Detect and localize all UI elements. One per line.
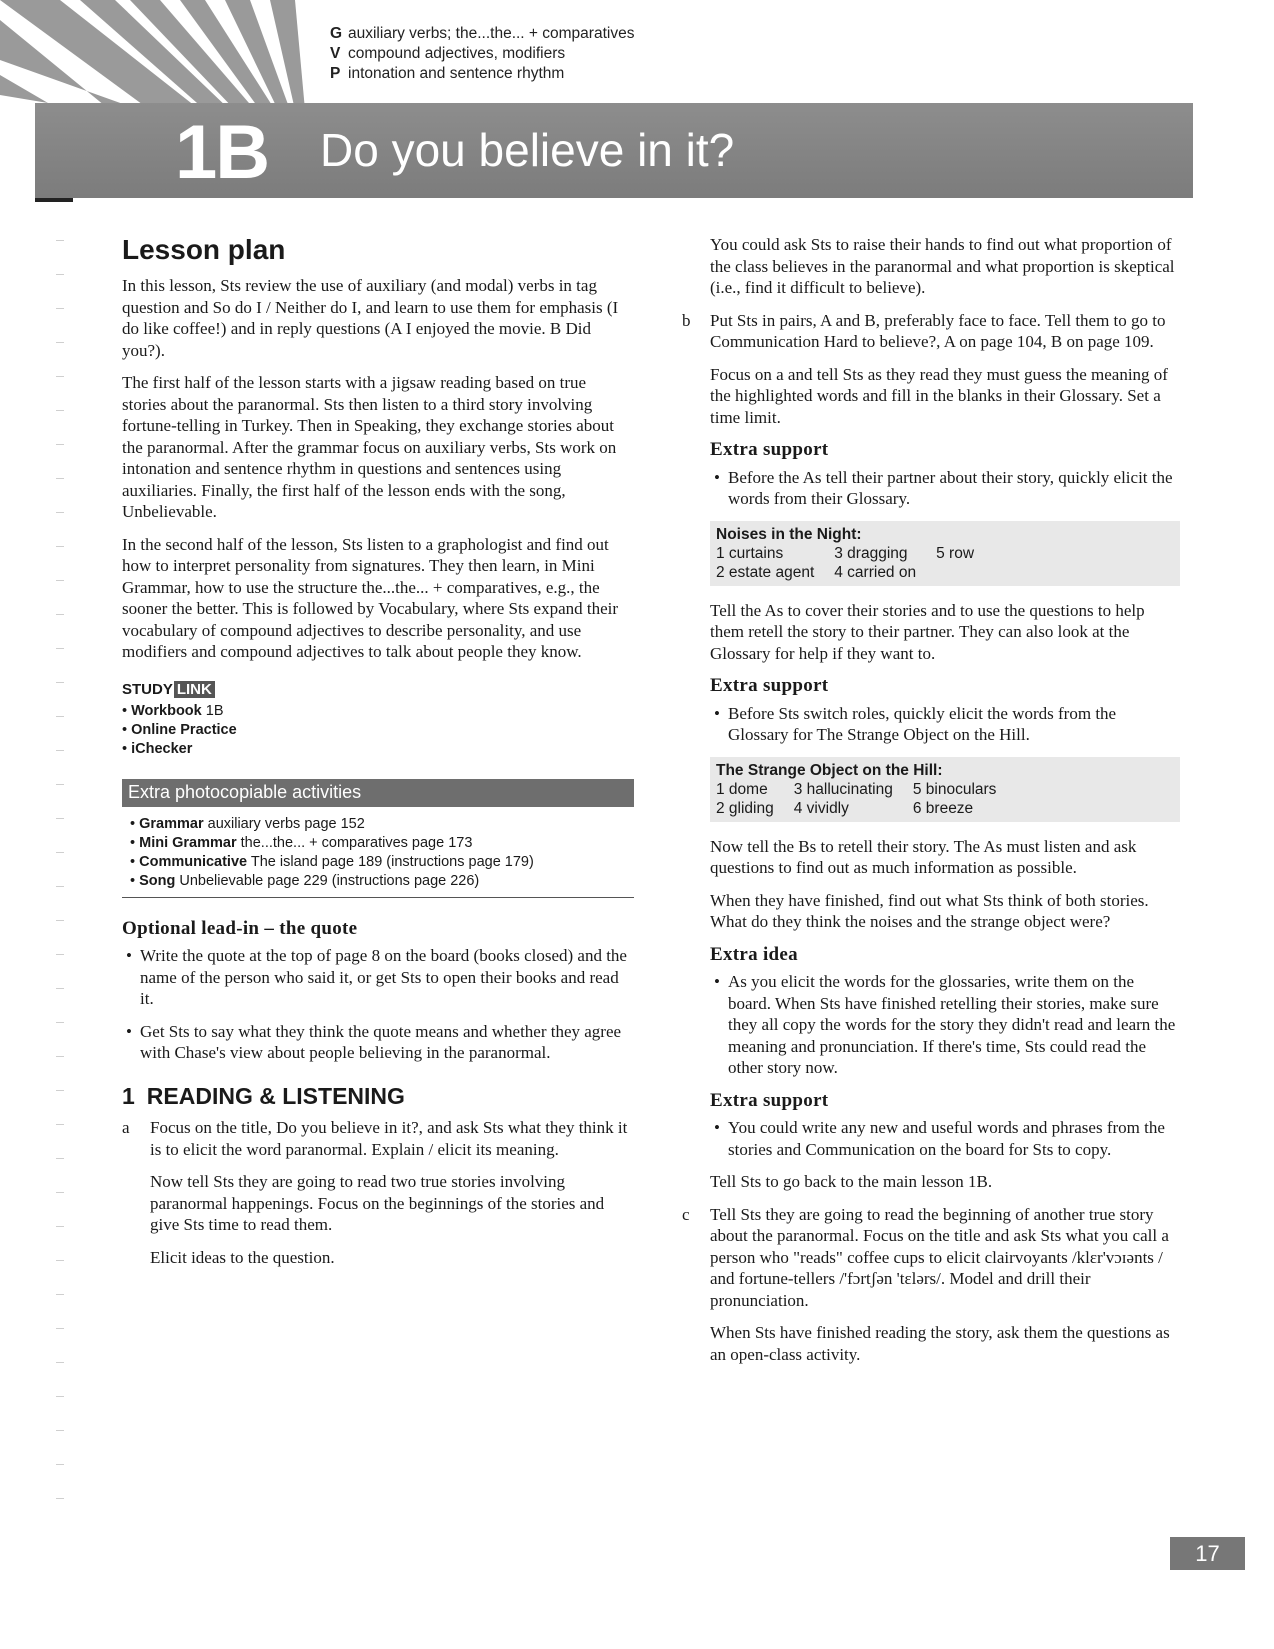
step-label: a bbox=[122, 1118, 130, 1137]
link-badge: LINK bbox=[174, 681, 215, 698]
right-column bbox=[682, 234, 1180, 1376]
extra-support-list bbox=[710, 1117, 1180, 1160]
step-a-paragraph-3: Elicit ideas to the question. bbox=[150, 1247, 335, 1267]
right-paragraph-go-back: Tell Sts to go back to the main lesson 1B. bbox=[710, 1172, 993, 1191]
glossary-box-strange-object bbox=[710, 757, 1180, 822]
lead-in-list bbox=[122, 945, 634, 1064]
right-paragraph-1: You could ask Sts to raise their hands to find out what proportion of the class believes in the paranormal and what proportion is skeptical (i.e., find it difficult to believe). bbox=[710, 235, 1175, 297]
intro-paragraph-3: In the second half of the lesson, Sts listen to a graphologist and find out how to interpret personality from signatures. They then learn, in Mini Grammar, how to use the structure the...the... + comparatives, e.g., the sooner the better. This is followed by Vocabulary, where Sts expand their vocabulary of compound adjectives to describe personality, and use modifiers and compound adjectives to talk about people they know. bbox=[122, 534, 619, 661]
right-paragraph-bs-retell: Now tell the Bs to retell their story. The As must listen and ask questions to find out as much information as possible. bbox=[710, 836, 1137, 877]
list-item: • As you elicit the words for the glossaries, write them on the board. When Sts have finished retelling their stories, make sure they all copy the words for the story they didn't read and learn the meaning and pronunciation. If there's time, Sts could read the other story now. bbox=[710, 971, 1180, 1079]
goal-vocabulary: V compound adjectives, modifiers bbox=[330, 45, 566, 62]
lesson-code: 1B bbox=[175, 110, 269, 195]
divider-mark bbox=[35, 198, 73, 202]
extra-support-heading: Extra support bbox=[710, 439, 829, 460]
step-c bbox=[682, 1204, 1180, 1366]
intro-paragraph-1: In this lesson, Sts review the use of auxiliary (and modal) verbs in tag question and So do I / Neither do I, and learn to use them for emphasis (I do like coffee!) and in reply questions (A I enjoyed the movie. B Did you?). bbox=[122, 276, 619, 360]
list-item: • Grammar auxiliary verbs page 152 bbox=[130, 815, 634, 834]
extra-idea-list bbox=[710, 971, 1180, 1079]
title-banner bbox=[35, 103, 1193, 198]
glossary-table: 1 dome 3 hallucinating 5 binoculars 2 gliding 4 vividly 6 breeze bbox=[716, 780, 997, 817]
list-item: • Communicative The island page 189 (instructions page 179) bbox=[130, 853, 634, 872]
glossary-box-noises bbox=[710, 521, 1180, 586]
glossary-title: Noises in the Night: bbox=[716, 525, 862, 543]
list-item: • Workbook 1B bbox=[122, 702, 634, 721]
extra-support-heading: Extra support bbox=[710, 675, 829, 696]
step-a-paragraph-2: Now tell Sts they are going to read two true stories involving paranormal happenings. Focus on the beginnings of the stories and give Sts time to read them. bbox=[150, 1172, 605, 1234]
goal-grammar: G auxiliary verbs; the...the... + comparatives bbox=[330, 25, 635, 42]
lesson-title: Do you believe in it? bbox=[320, 124, 735, 176]
list-item: • Mini Grammar the...the... + comparatives page 173 bbox=[130, 834, 634, 853]
lesson-plan-heading: Lesson plan bbox=[122, 234, 286, 265]
step-b bbox=[682, 310, 1180, 429]
margin-tick-marks bbox=[56, 240, 66, 1532]
lead-in-heading: Optional lead-in – the quote bbox=[122, 917, 358, 939]
extra-activities-list bbox=[122, 815, 634, 898]
step-label: c bbox=[682, 1204, 690, 1224]
list-item: • Song Unbelievable page 229 (instructions page 226) bbox=[130, 872, 634, 891]
step-b-paragraph-2: Focus on a and tell Sts as they read they must guess the meaning of the highlighted words and fill in the blanks in their Glossary. Set a time limit. bbox=[710, 364, 1168, 427]
step-c-paragraph-2: When Sts have finished reading the story, ask them the questions as an open-class activity. bbox=[710, 1323, 1170, 1364]
list-item: • Get Sts to say what they think the quote means and whether they agree with Chase's view about people believing in the paranormal. bbox=[122, 1021, 634, 1064]
extra-support-list bbox=[710, 467, 1180, 510]
extra-support-list bbox=[710, 703, 1180, 746]
list-item: • You could write any new and useful words and phrases from the stories and Communication on the board for Sts to copy. bbox=[710, 1117, 1180, 1160]
list-item: • Online Practice bbox=[122, 721, 634, 740]
step-label: b bbox=[682, 310, 691, 330]
step-c-text: Tell Sts they are going to read the beginning of another true story about the paranormal. Focus on the title and ask Sts what you call a person who "reads" coffee cups to elicit clairvoyants /klɛr'vɔɪənts / and fortune-tellers /'fɔrtʃən 'tɛlərs/. Model and drill their pronunciation. bbox=[710, 1204, 1169, 1310]
step-b-text: Put Sts in pairs, A and B, preferably face to face. Tell them to go to Communication Hard to believe?, A on page 104, B on page 109. bbox=[710, 310, 1166, 351]
extra-idea-heading: Extra idea bbox=[710, 943, 798, 965]
list-item: • Before the As tell their partner about their story, quickly elicit the words from their Glossary. bbox=[710, 467, 1180, 510]
study-link-heading: STUDY LINK bbox=[122, 679, 634, 701]
study-link-list bbox=[122, 702, 634, 759]
intro-paragraph-2: The first half of the lesson starts with a jigsaw reading based on true stories about the paranormal. Sts then listen to a third story involving fortune-telling in Turkey. Then in Speaking, they exchange stories about the paranormal. After the grammar focus on auxiliary verbs, Sts work on intonation and sentence rhythm in questions and sentences using auxiliaries. Finally, the first half of the lesson ends with the song, Unbelievable. bbox=[122, 373, 617, 521]
goal-pronunciation: P intonation and sentence rhythm bbox=[330, 65, 565, 82]
left-column bbox=[122, 234, 634, 1279]
step-a bbox=[122, 1117, 634, 1268]
list-item: • Before Sts switch roles, quickly elicit the words from the Glossary for The Strange Object on the Hill. bbox=[710, 703, 1180, 746]
glossary-table: 1 curtains 3 dragging 5 row 2 estate agent 4 carried on bbox=[716, 544, 975, 581]
extra-activities-header: Extra photocopiable activities bbox=[122, 779, 634, 807]
glossary-title: The Strange Object on the Hill: bbox=[716, 761, 943, 779]
right-paragraph-retell: Tell the As to cover their stories and to use the questions to help them retell the story to their partner. They can also look at the Glossary for help if they want to. bbox=[710, 600, 1145, 663]
section-heading: 1 READING & LISTENING bbox=[122, 1082, 405, 1109]
right-paragraph-finished: When they have finished, find out what Sts think of both stories. What do they think the noises and the strange object were? bbox=[710, 890, 1149, 931]
list-item: • iChecker bbox=[122, 740, 634, 759]
step-a-text: Focus on the title, Do you believe in it?, and ask Sts what they think it is to elicit the word paranormal. Explain / elicit its meaning. bbox=[150, 1118, 628, 1159]
list-item: • Write the quote at the top of page 8 on the board (books closed) and the name of the person who said it, or get Sts to open their books and read it. bbox=[122, 945, 634, 1010]
extra-support-heading: Extra support bbox=[710, 1089, 829, 1111]
lesson-goals bbox=[330, 24, 634, 84]
page-number: 17 bbox=[1170, 1537, 1245, 1570]
